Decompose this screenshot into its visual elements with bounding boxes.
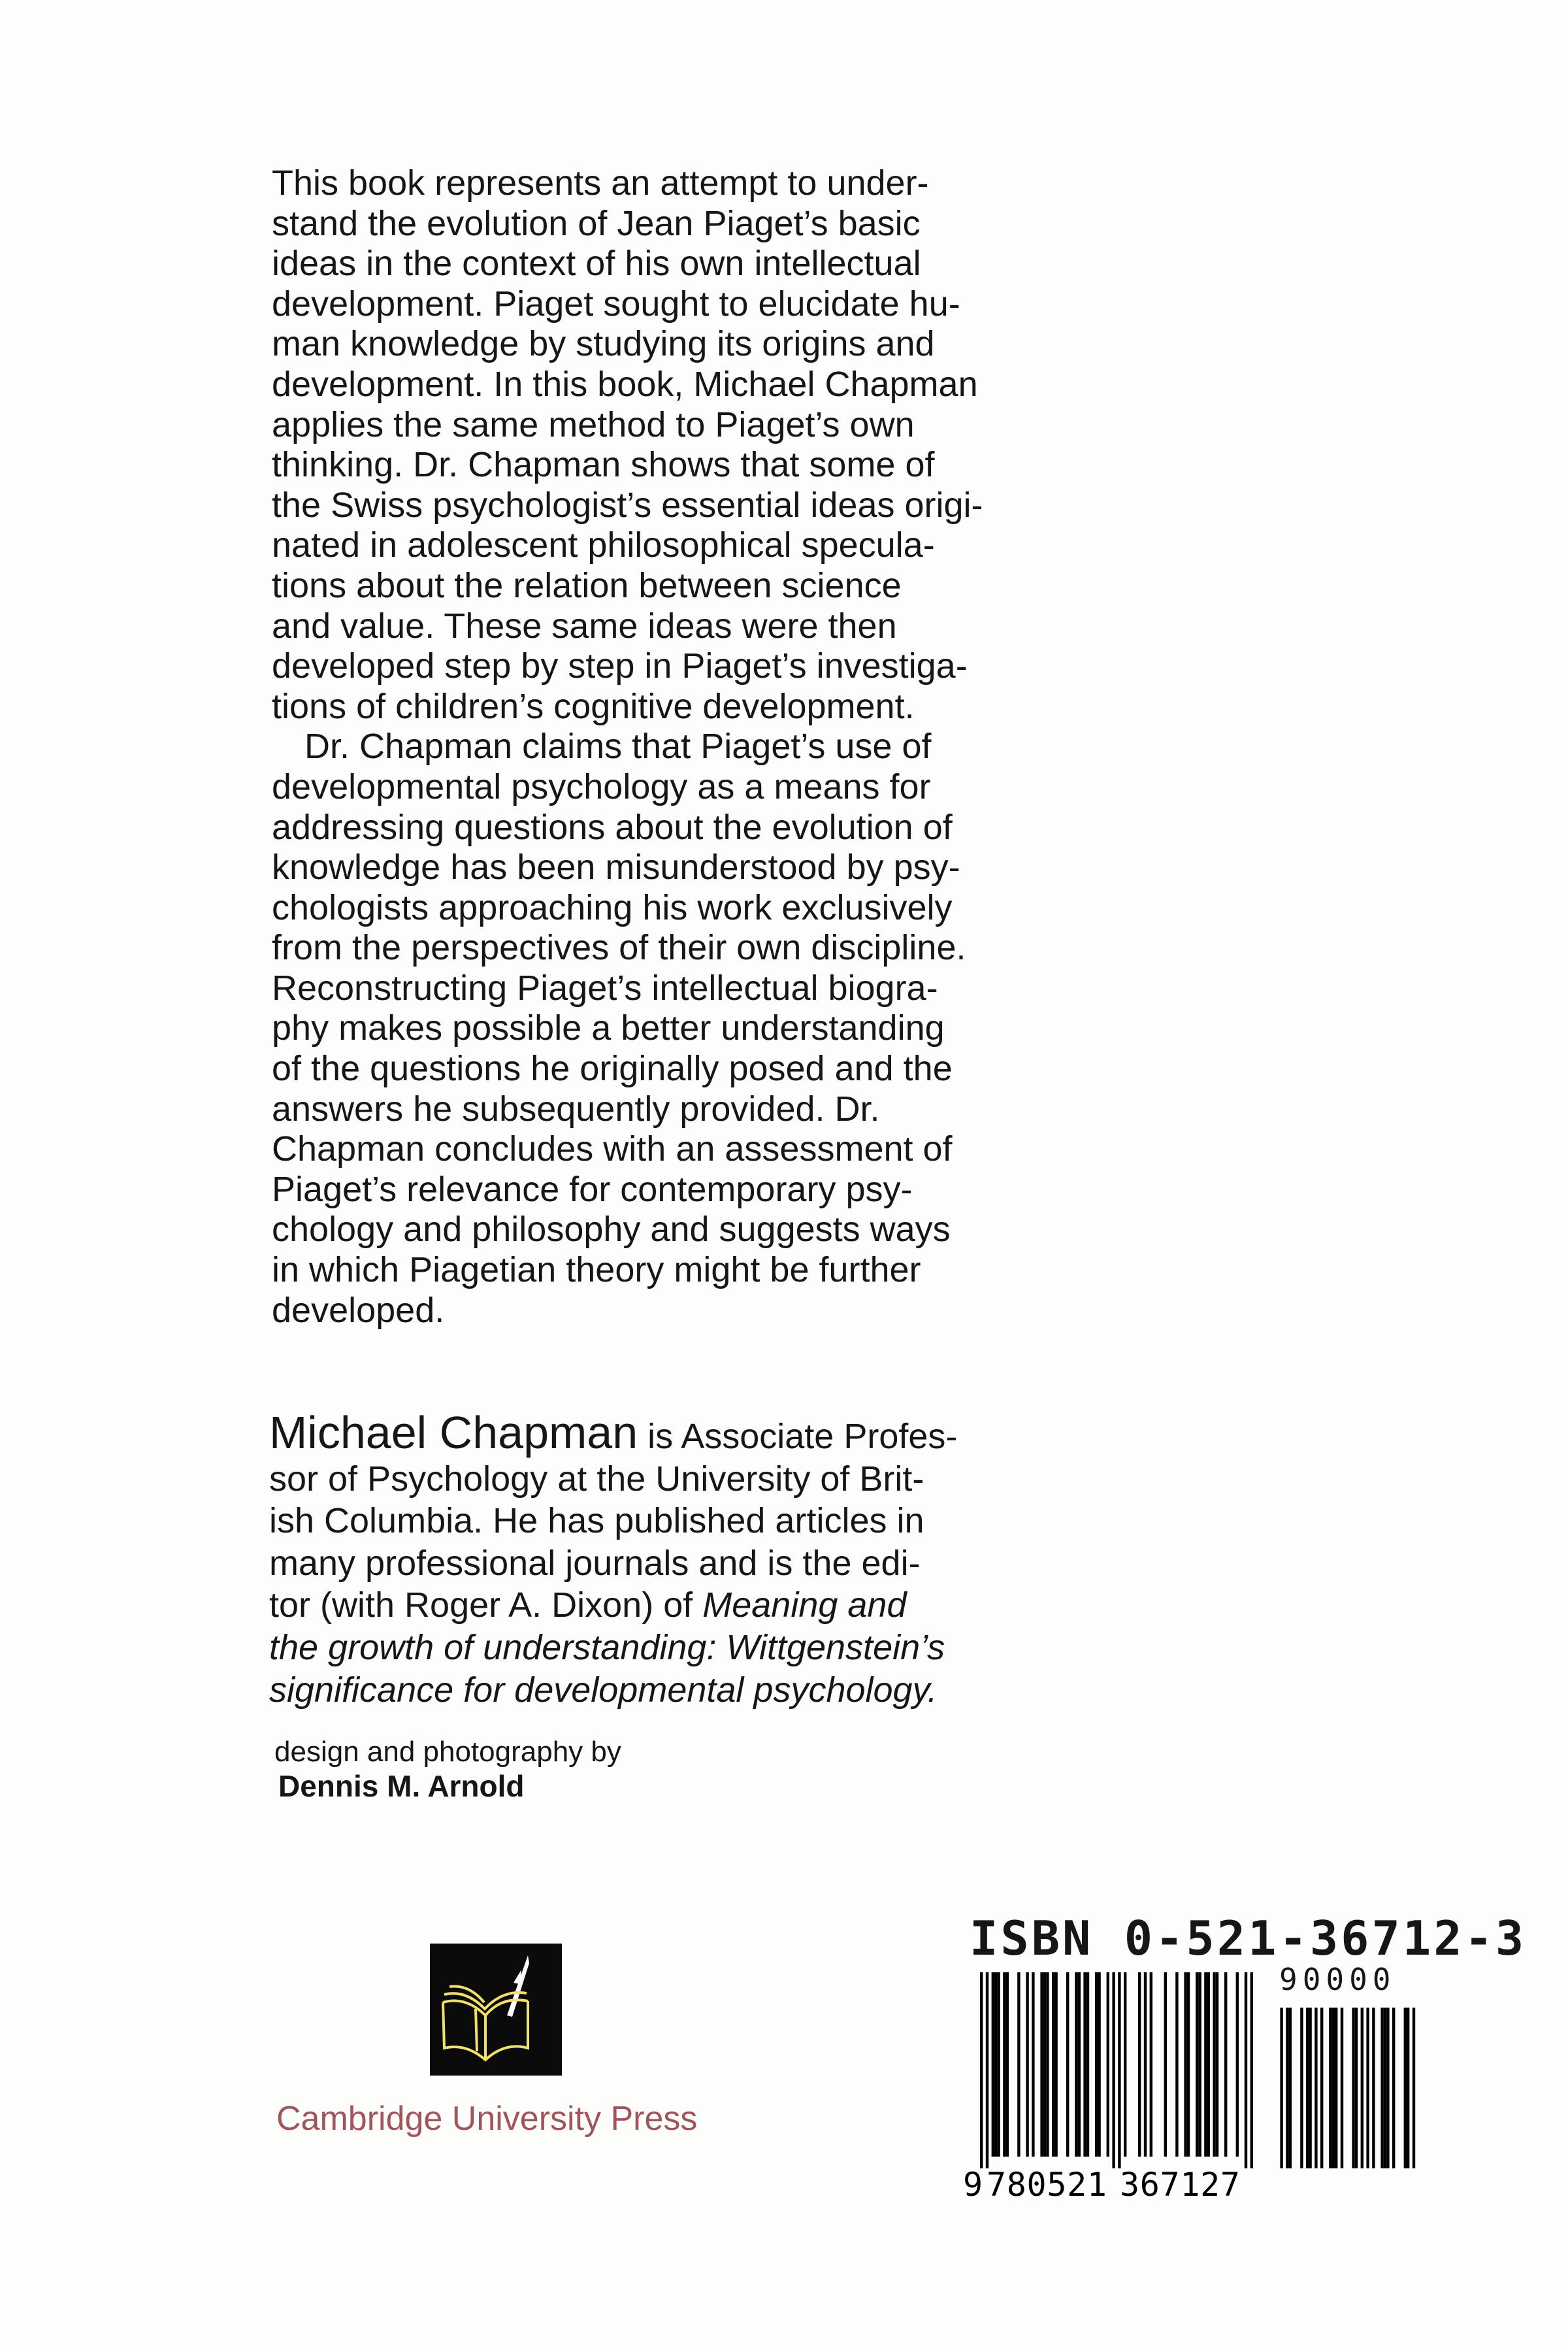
barcode-digit-lead: 9 bbox=[963, 2166, 983, 2204]
barcode-bar bbox=[1144, 1972, 1147, 2157]
barcode-addon-bar bbox=[1309, 2008, 1311, 2168]
barcode-bar bbox=[1236, 1972, 1239, 2157]
barcode-addon-bar bbox=[1335, 2008, 1337, 2168]
description-line: knowledge has been misunderstood by psy- bbox=[272, 848, 960, 887]
barcode-bar bbox=[1196, 1972, 1198, 2157]
barcode-bar bbox=[1175, 1972, 1178, 2157]
barcode-bar bbox=[1213, 1972, 1215, 2157]
barcode-addon-bar bbox=[1384, 2008, 1386, 2168]
barcode-bar bbox=[1026, 1972, 1028, 2157]
barcode-addon-bar bbox=[1329, 2008, 1331, 2168]
author-name: Michael Chapman bbox=[269, 1407, 638, 1458]
bio-text: ish Columbia. He has published articles in bbox=[269, 1501, 924, 1541]
isbn-label: ISBN 0-521-36712-3 bbox=[970, 1911, 1527, 1966]
barcode-addon-bar bbox=[1355, 2008, 1358, 2168]
barcode-addon-bar bbox=[1372, 2008, 1375, 2168]
book-title-italic: significance for developmental psychology. bbox=[269, 1670, 938, 1710]
barcode-bar bbox=[1124, 1972, 1126, 2157]
barcode-bar bbox=[1245, 1972, 1247, 2168]
author-bio bbox=[269, 1407, 1086, 1711]
barcode-addon-bar bbox=[1392, 2008, 1395, 2168]
barcode-bar bbox=[980, 1972, 983, 2168]
description-line: Chapman concludes with an assessment of bbox=[272, 1129, 953, 1169]
barcode-digits-right: 367127 bbox=[1120, 2166, 1240, 2204]
barcode-bar bbox=[1118, 1972, 1120, 2168]
barcode-bar bbox=[1046, 1972, 1049, 2157]
barcode-addon-bar bbox=[1300, 2008, 1303, 2168]
bio-text: many professional journals and is the edi- bbox=[269, 1543, 921, 1583]
description-line: thinking. Dr. Chapman shows that some of bbox=[272, 445, 935, 485]
barcode-addon-bar bbox=[1404, 2008, 1407, 2168]
description-paragraph-1 bbox=[272, 163, 1056, 727]
description-line: and value. These same ideas were then bbox=[272, 606, 897, 646]
barcode-bar bbox=[1032, 1972, 1034, 2157]
barcode-addon-bar bbox=[1286, 2008, 1288, 2168]
description-line: chology and philosophy and suggests ways bbox=[272, 1210, 951, 1250]
barcode-addon-bar bbox=[1306, 2008, 1309, 2168]
barcode-bar bbox=[1204, 1972, 1207, 2157]
description-line: applies the same method to Piaget’s own bbox=[272, 405, 915, 444]
barcode-addon-digits: 90000 bbox=[1279, 1962, 1396, 1997]
designer-name: Dennis M. Arnold bbox=[278, 1769, 525, 1803]
barcode-addon-bar bbox=[1361, 2008, 1364, 2168]
bio-text: tor (with Roger A. Dixon) of bbox=[269, 1585, 703, 1625]
barcode-addon-bar bbox=[1407, 2008, 1409, 2168]
barcode-addon-bar bbox=[1386, 2008, 1389, 2168]
description-line: of the questions he originally posed and the bbox=[272, 1049, 953, 1089]
barcode-bar bbox=[1207, 1972, 1210, 2157]
barcode-addon-bar bbox=[1315, 2008, 1317, 2168]
barcode-bar bbox=[1003, 1972, 1005, 2157]
description-line: developmental psychology as a means for bbox=[272, 767, 931, 806]
description-line: Reconstructing Piaget’s intellectual biogra- bbox=[272, 968, 938, 1008]
barcode-addon-bar bbox=[1366, 2008, 1369, 2168]
barcode-digits-left: 780521 bbox=[987, 2166, 1107, 2204]
description-line: developed. bbox=[272, 1290, 445, 1330]
barcode-addon-bar bbox=[1280, 2008, 1282, 2168]
barcode-bar bbox=[1078, 1972, 1081, 2157]
barcode-bar bbox=[1164, 1972, 1167, 2157]
description-line: developed step by step in Piaget’s investiga- bbox=[272, 646, 968, 686]
barcode-addon-bar bbox=[1289, 2008, 1292, 2168]
description-line: ideas in the context of his own intellectual bbox=[272, 244, 921, 284]
barcode-bar bbox=[1083, 1972, 1086, 2157]
description-line: tions about the relation between science bbox=[272, 565, 902, 605]
description-line: the Swiss psychologist’s essential ideas origi- bbox=[272, 485, 983, 525]
barcode-bar bbox=[1138, 1972, 1141, 2157]
description-line: addressing questions about the evolution of bbox=[272, 807, 953, 847]
description-line: answers he subsequently provided. Dr. bbox=[272, 1089, 880, 1129]
description-line: phy makes possible a better understanding bbox=[272, 1008, 945, 1048]
barcode-bar bbox=[1098, 1972, 1100, 2157]
barcode-bar bbox=[1066, 1972, 1069, 2157]
barcode-bar bbox=[997, 1972, 1000, 2157]
description-line: chologists approaching his work exclusively bbox=[272, 887, 953, 927]
barcode-bar bbox=[1187, 1972, 1190, 2157]
barcode-bar bbox=[1043, 1972, 1046, 2157]
barcode-bar bbox=[1095, 1972, 1098, 2157]
barcode-bar bbox=[1198, 1972, 1201, 2157]
barcode-bar bbox=[1075, 1972, 1077, 2157]
barcode-addon-bar bbox=[1380, 2008, 1383, 2168]
book-title-italic: Meaning and bbox=[702, 1585, 907, 1625]
description-line: nated in adolescent philosophical specula- bbox=[272, 525, 935, 565]
book-title-italic: the growth of understanding: Wittgenstein’s bbox=[269, 1627, 945, 1667]
description-line: development. In this book, Michael Chapman bbox=[272, 364, 978, 404]
bio-text: is Associate Profes- bbox=[638, 1417, 958, 1456]
barcode-bar bbox=[1054, 1972, 1057, 2157]
barcode-bar bbox=[1107, 1972, 1109, 2157]
barcode-bar bbox=[992, 1972, 994, 2157]
design-credit bbox=[274, 1735, 621, 1803]
barcode-bar bbox=[1017, 1972, 1020, 2157]
barcode-bar bbox=[1224, 1972, 1227, 2157]
publisher-name: Cambridge University Press bbox=[276, 2100, 698, 2138]
book-description bbox=[272, 163, 1056, 1331]
barcode-addon-bar bbox=[1352, 2008, 1354, 2168]
description-line: Dr. Chapman claims that Piaget’s use of bbox=[304, 727, 932, 767]
barcode-bar bbox=[1006, 1972, 1009, 2157]
description-line: This book represents an attempt to under- bbox=[272, 163, 929, 203]
barcode-bar bbox=[1086, 1972, 1089, 2157]
bio-text: sor of Psychology at the University of Brit- bbox=[269, 1459, 924, 1499]
cambridge-logo-icon bbox=[430, 1944, 562, 2076]
credit-label: design and photography by bbox=[274, 1736, 621, 1768]
description-line: tions of children’s cognitive development. bbox=[272, 686, 915, 726]
isbn-barcode bbox=[954, 1967, 1424, 2215]
barcode-addon-bar bbox=[1341, 2008, 1343, 2168]
description-line: Piaget’s relevance for contemporary psy- bbox=[272, 1169, 913, 1209]
barcode-bar bbox=[1216, 1972, 1218, 2157]
barcode-bar bbox=[1184, 1972, 1186, 2157]
barcode-bar bbox=[1040, 1972, 1043, 2157]
barcode-bar bbox=[1112, 1972, 1115, 2168]
barcode-bar bbox=[1250, 1972, 1253, 2168]
description-line: man knowledge by studying its origins and bbox=[272, 324, 935, 364]
barcode-bar bbox=[1052, 1972, 1054, 2157]
barcode-bar bbox=[1150, 1972, 1152, 2157]
description-paragraph-2 bbox=[272, 727, 1056, 1331]
description-line: development. Piaget sought to elucidate hu- bbox=[272, 284, 960, 323]
barcode-addon-bar bbox=[1320, 2008, 1323, 2168]
description-line: stand the evolution of Jean Piaget’s basic bbox=[272, 203, 921, 243]
barcode-bar bbox=[986, 1972, 988, 2168]
barcode-addon-bar bbox=[1413, 2008, 1415, 2168]
barcode-bar bbox=[994, 1972, 997, 2157]
description-line: in which Piagetian theory might be further bbox=[272, 1250, 921, 1290]
description-line: from the perspectives of their own discipline. bbox=[272, 928, 966, 968]
barcode-addon-bar bbox=[1332, 2008, 1335, 2168]
